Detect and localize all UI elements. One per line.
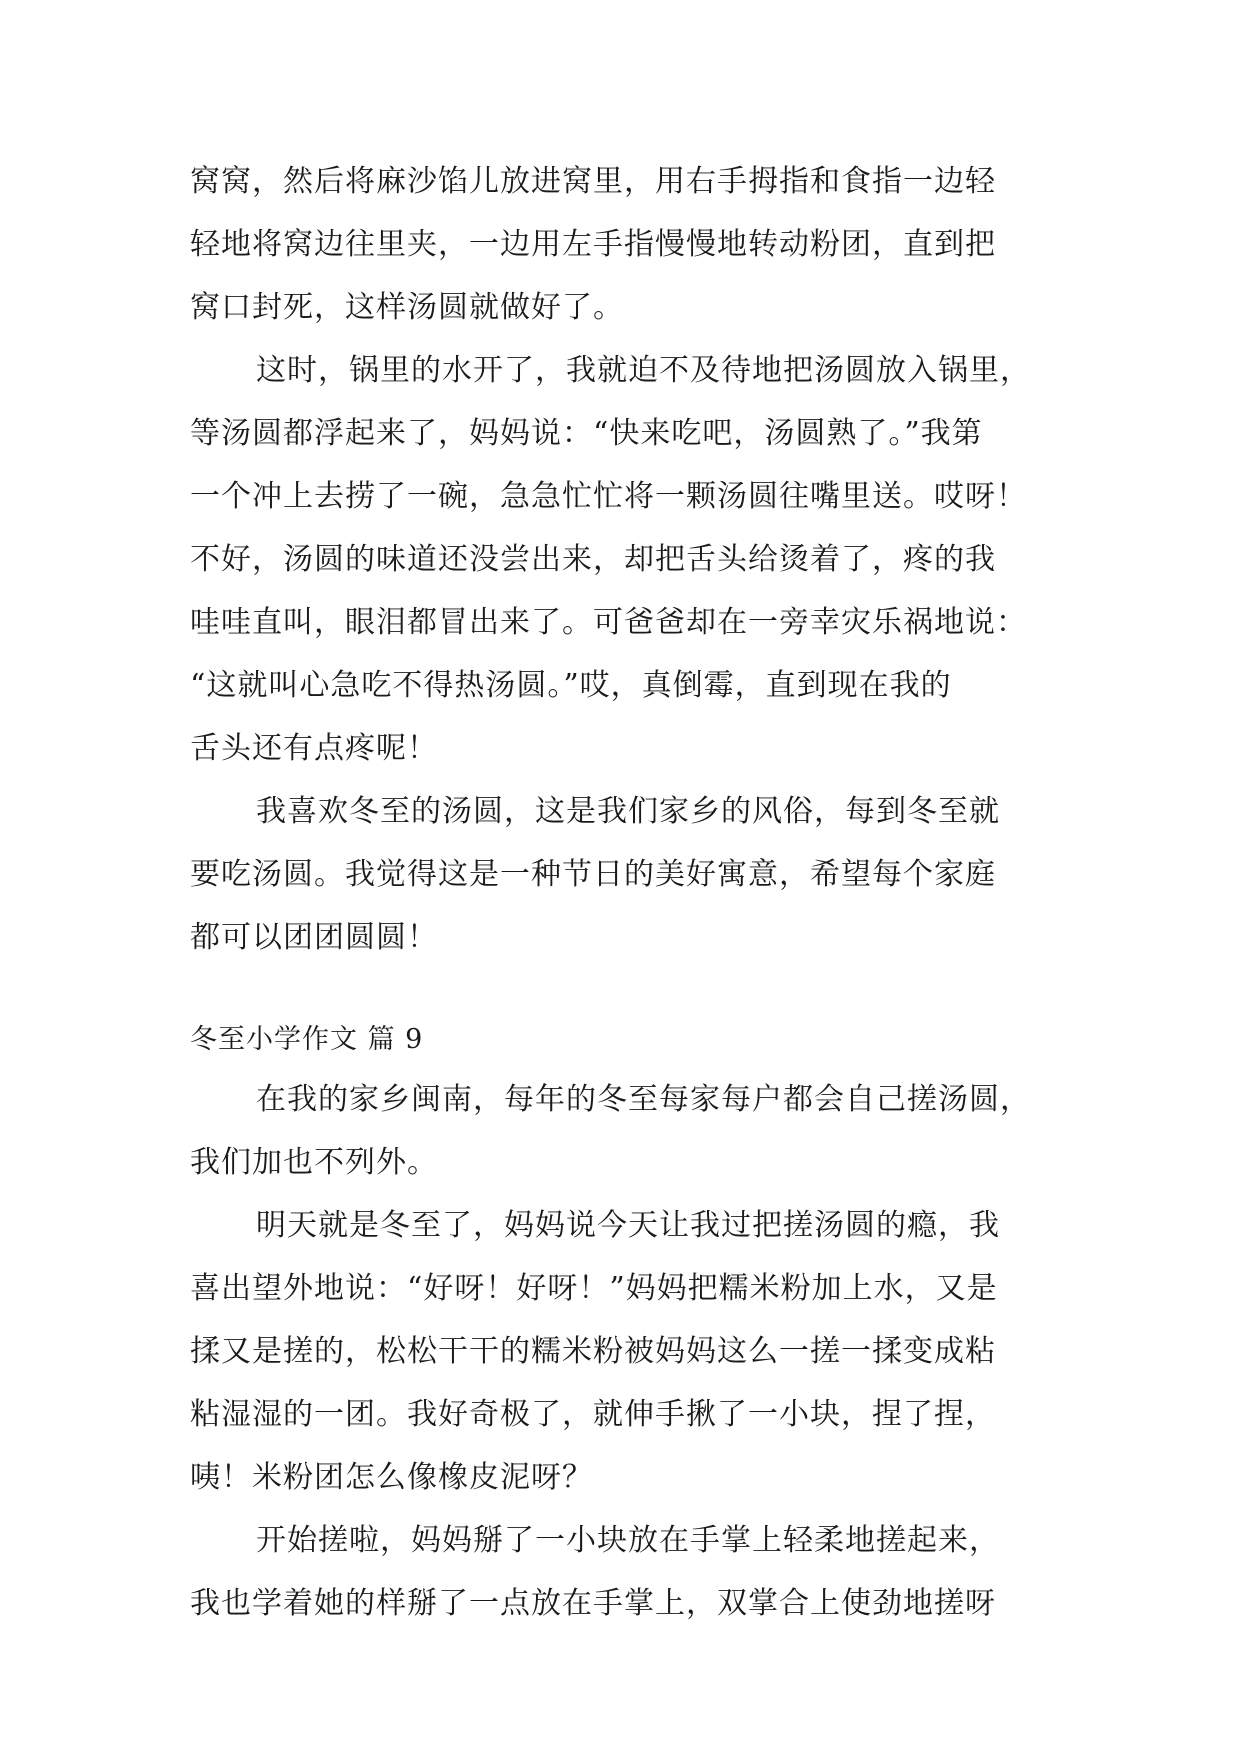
paragraph-line: 在我的家乡闽南，每年的冬至每家每户都会自己搓汤圆， <box>256 1082 1031 1117</box>
paragraph-line: 揉又是搓的，松松干干的糯米粉被妈妈这么一搓一揉变成粘 <box>190 1334 996 1369</box>
paragraph-line: 窝窝，然后将麻沙馅儿放进窝里，用右手拇指和食指一边轻 <box>190 164 996 199</box>
paragraph-line: 哇哇直叫，眼泪都冒出来了。可爸爸却在一旁幸灾乐祸地说： <box>190 605 1027 640</box>
paragraph-line: 粘湿湿的一团。我好奇极了，就伸手揪了一小块，捏了捏， <box>190 1397 996 1432</box>
paragraph-line: 这时，锅里的水开了，我就迫不及待地把汤圆放入锅里， <box>256 353 1031 388</box>
paragraph-line: 我喜欢冬至的汤圆，这是我们家乡的风俗，每到冬至就 <box>256 794 1000 829</box>
paragraph-line: 要吃汤圆。我觉得这是一种节日的美好寓意，希望每个家庭 <box>190 857 996 892</box>
paragraph-line: “这就叫心急吃不得热汤圆。”哎，真倒霉，直到现在我的 <box>190 668 952 703</box>
paragraph-line: 咦！米粉团怎么像橡皮泥呀？ <box>190 1460 593 1495</box>
paragraph-line: 一个冲上去捞了一碗，急急忙忙将一颗汤圆往嘴里送。哎呀！ <box>190 479 1027 514</box>
paragraph-line: 开始搓啦，妈妈掰了一小块放在手掌上轻柔地搓起来， <box>256 1523 1000 1558</box>
paragraph-line: 都可以团团圆圆！ <box>190 920 438 955</box>
paragraph-line: 舌头还有点疼呢！ <box>190 731 438 766</box>
paragraph-line: 窝口封死，这样汤圆就做好了。 <box>190 290 624 325</box>
paragraph-line: 不好，汤圆的味道还没尝出来，却把舌头给烫着了，疼的我 <box>190 542 996 577</box>
paragraph-line: 我也学着她的样掰了一点放在手掌上，双掌合上使劲地搓呀 <box>190 1586 996 1621</box>
section-heading: 冬至小学作文 篇 9 <box>190 1024 424 1055</box>
paragraph-line: 喜出望外地说：“好呀！好呀！”妈妈把糯米粉加上水，又是 <box>190 1271 998 1306</box>
paragraph-line: 轻地将窝边往里夹，一边用左手指慢慢地转动粉团，直到把 <box>190 227 996 262</box>
paragraph-line: 我们加也不列外。 <box>190 1145 438 1180</box>
paragraph-line: 等汤圆都浮起来了，妈妈说：“快来吃吧，汤圆熟了。”我第 <box>190 416 983 451</box>
paragraph-line: 明天就是冬至了，妈妈说今天让我过把搓汤圆的瘾，我 <box>256 1208 1000 1243</box>
